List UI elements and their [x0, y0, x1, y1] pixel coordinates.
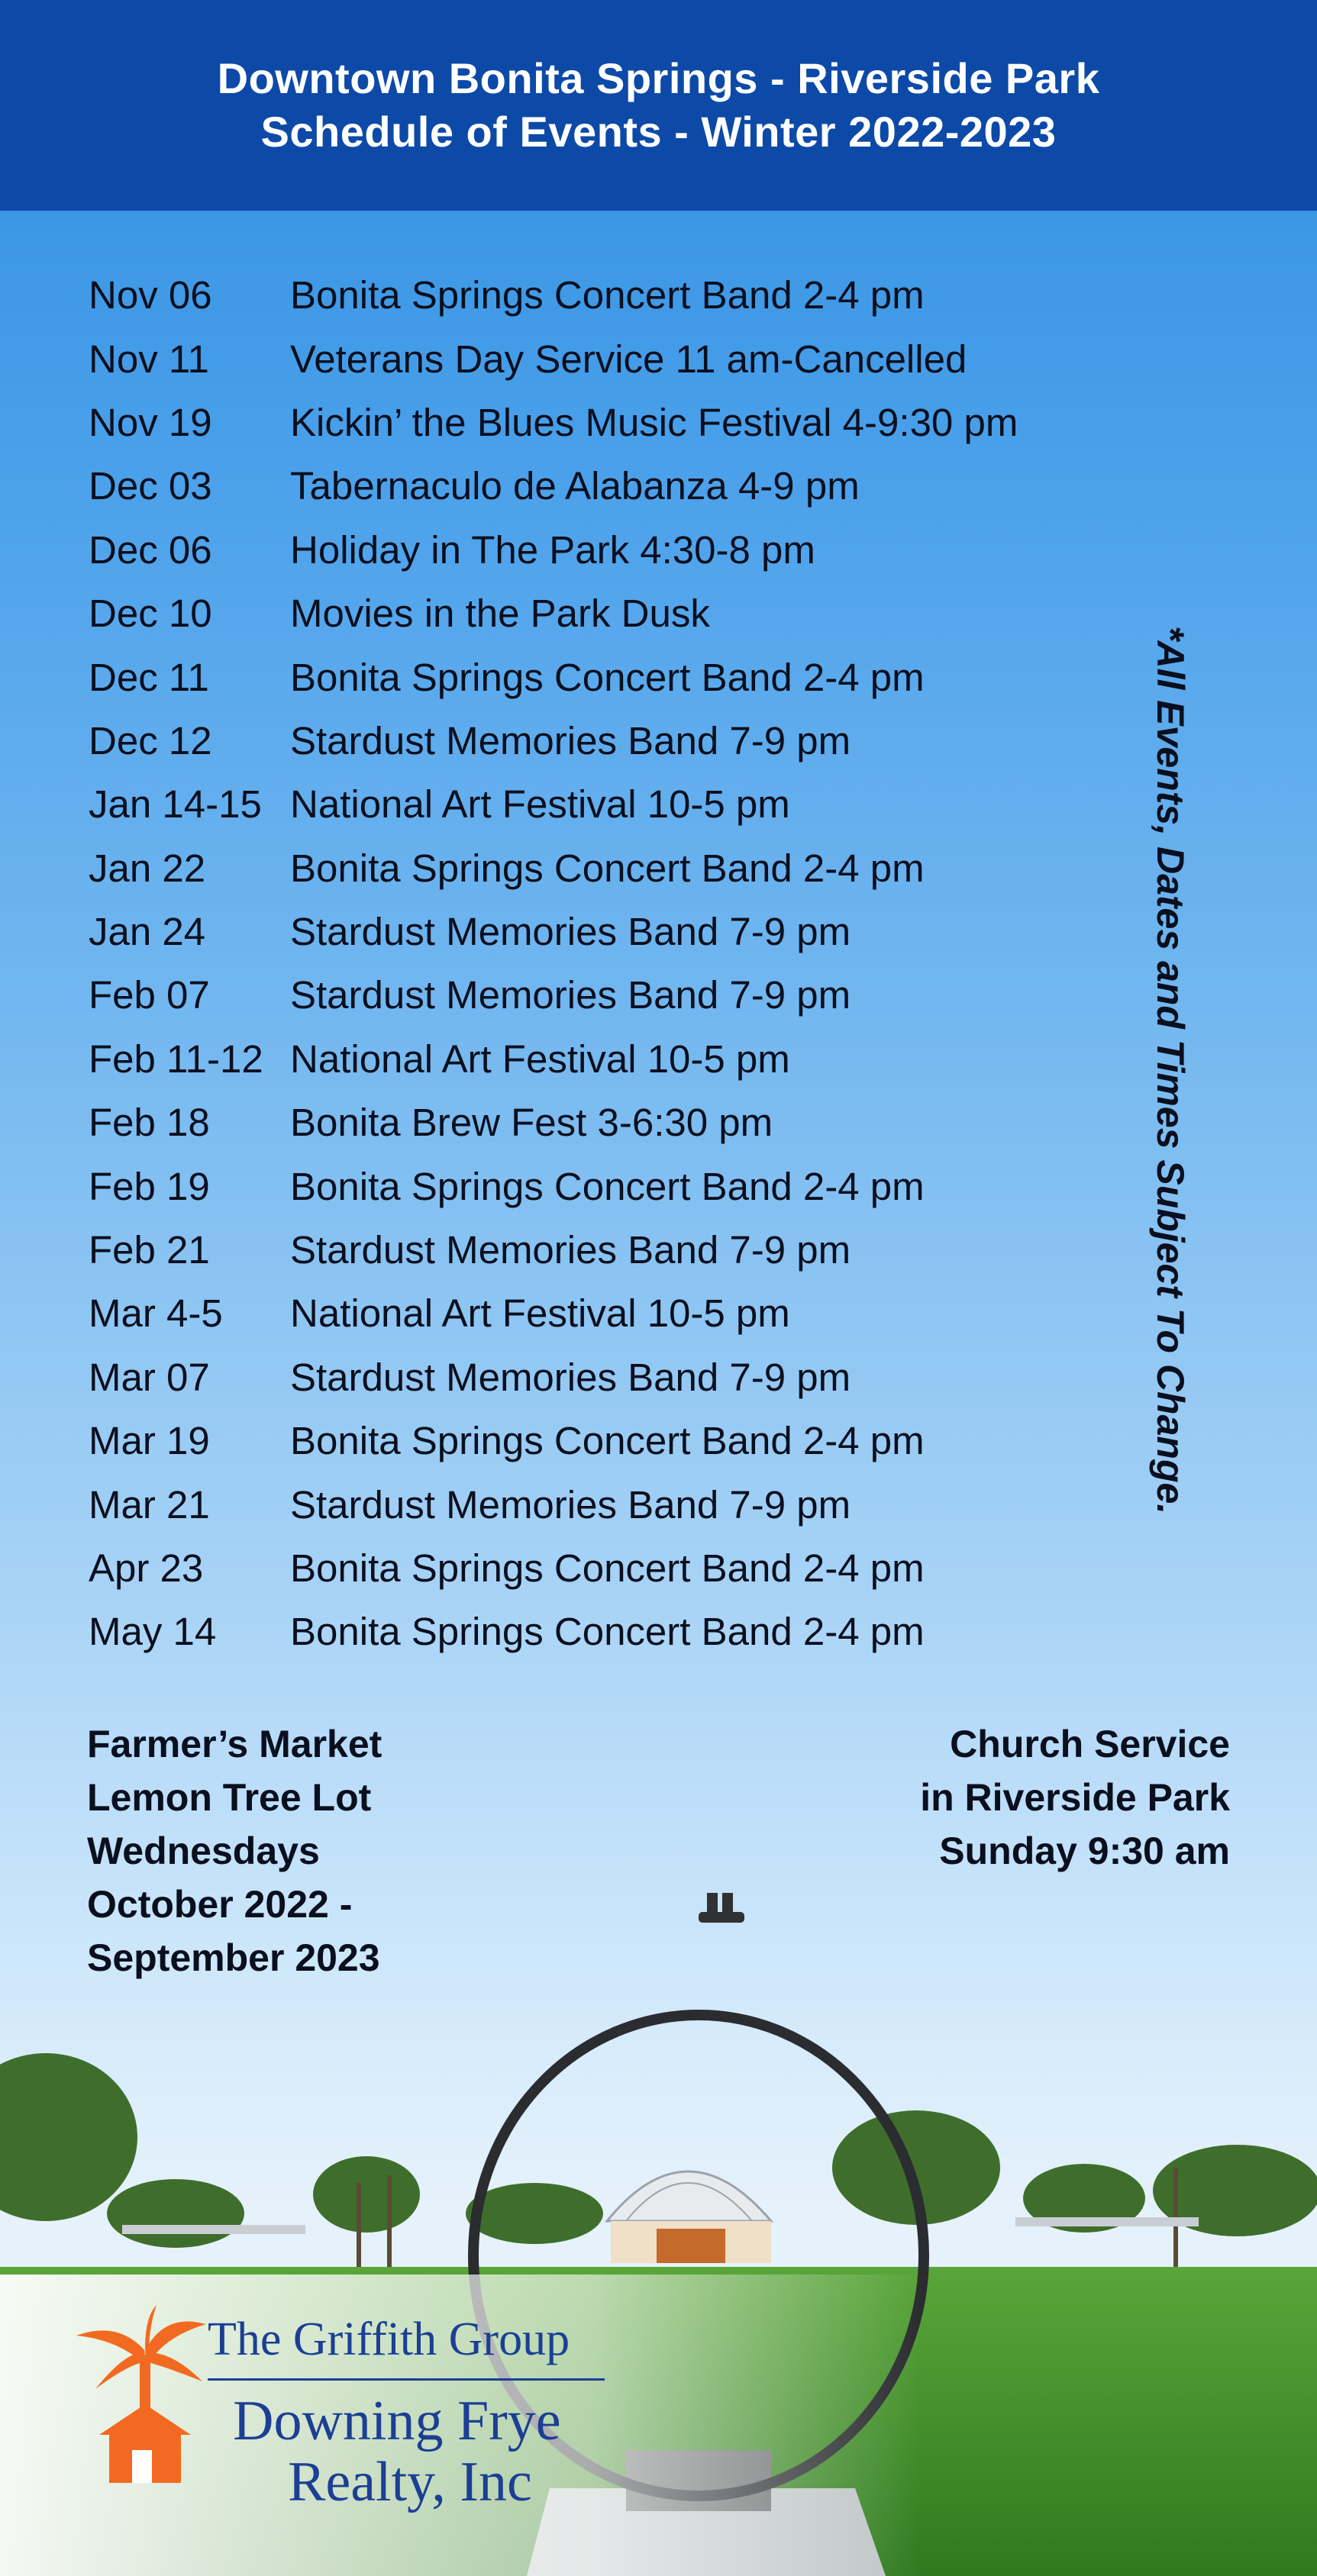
event-date: Mar 07	[89, 1355, 210, 1399]
event-name: Stardust Memories Band 7-9 pm	[290, 910, 851, 954]
event-name: Stardust Memories Band 7-9 pm	[290, 973, 851, 1017]
event-name: Stardust Memories Band 7-9 pm	[290, 1355, 851, 1399]
event-date: Nov 06	[89, 273, 212, 318]
event-name: National Art Festival 10-5 pm	[290, 1037, 790, 1081]
event-name: Bonita Springs Concert Band 2-4 pm	[290, 273, 925, 318]
event-date: Dec 11	[89, 655, 209, 699]
farmers-market-line: September 2023	[87, 1936, 380, 1979]
event-row	[89, 1154, 1018, 1217]
event-name: Bonita Springs Concert Band 2-4 pm	[290, 846, 925, 890]
event-row	[89, 582, 1018, 645]
event-name: Stardust Memories Band 7-9 pm	[290, 1482, 851, 1527]
church-service-line: Sunday 9:30 am	[939, 1830, 1230, 1872]
event-date: Dec 12	[89, 718, 212, 762]
logo-divider	[208, 2378, 605, 2381]
event-row	[89, 772, 1018, 836]
event-date: Feb 07	[89, 973, 210, 1017]
event-name: Bonita Springs Concert Band 2-4 pm	[290, 655, 925, 699]
event-date: Feb 19	[89, 1164, 210, 1208]
event-row	[89, 391, 1018, 454]
event-row	[89, 1282, 1018, 1345]
event-date: Dec 03	[89, 464, 212, 508]
logo-group-name: The Griffith Group	[208, 2313, 570, 2365]
logo-company-line2: Realty, Inc	[288, 2451, 532, 2513]
event-row	[89, 837, 1018, 900]
event-row	[89, 1346, 1018, 1409]
event-date: Dec 10	[89, 592, 212, 636]
header-title-line2: Schedule of Events - Winter 2022-2023	[260, 108, 1057, 156]
header-title-line1: Downtown Bonita Springs - Riverside Park	[217, 54, 1100, 102]
event-date: Dec 06	[89, 527, 212, 572]
event-date: May 14	[89, 1610, 217, 1654]
logo-company-line1: Downing Frye	[233, 2390, 561, 2452]
event-date: Mar 19	[89, 1419, 210, 1463]
event-row	[89, 963, 1018, 1027]
event-row	[89, 1091, 1018, 1154]
event-date: Jan 14-15	[89, 782, 262, 827]
event-date: Mar 21	[89, 1482, 210, 1527]
event-row	[89, 709, 1018, 772]
church-service-line: Church Service	[950, 1723, 1230, 1765]
farmers-market-line: October 2022 -	[87, 1883, 353, 1926]
band-shell-pavilion	[607, 2171, 771, 2263]
event-row	[89, 1027, 1018, 1091]
event-row	[89, 327, 1018, 390]
event-name: Bonita Springs Concert Band 2-4 pm	[290, 1546, 925, 1590]
event-date: Jan 24	[89, 910, 206, 954]
event-row	[89, 900, 1018, 963]
event-name: Stardust Memories Band 7-9 pm	[290, 1228, 851, 1272]
event-name: Tabernaculo de Alabanza 4-9 pm	[290, 464, 860, 508]
event-name: National Art Festival 10-5 pm	[290, 1291, 790, 1336]
event-date: Nov 11	[89, 337, 209, 381]
event-row	[89, 645, 1018, 708]
event-row	[89, 518, 1018, 582]
event-name: Movies in the Park Dusk	[290, 592, 710, 636]
event-row	[89, 1536, 1018, 1600]
event-row	[89, 1600, 1018, 1663]
event-date: Feb 21	[89, 1228, 210, 1272]
event-date: Mar 4-5	[89, 1291, 223, 1336]
event-name: National Art Festival 10-5 pm	[290, 782, 790, 827]
event-row	[89, 1409, 1018, 1472]
event-name: Bonita Springs Concert Band 2-4 pm	[290, 1610, 925, 1654]
event-name: Holiday in The Park 4:30-8 pm	[290, 527, 815, 572]
farmers-market-line: Wednesdays	[87, 1830, 320, 1872]
event-name: Bonita Springs Concert Band 2-4 pm	[290, 1164, 925, 1208]
event-date: Feb 11-12	[89, 1037, 263, 1081]
header-banner	[0, 0, 1317, 211]
church-service-info	[920, 1717, 1230, 1878]
event-name: Bonita Springs Concert Band 2-4 pm	[290, 1419, 925, 1463]
event-row	[89, 263, 1018, 327]
farmers-market-line: Farmer’s Market	[87, 1723, 383, 1765]
event-date: Nov 19	[89, 400, 212, 444]
event-schedule-list	[89, 263, 1018, 1664]
event-name: Kickin’ the Blues Music Festival 4-9:30 pm	[290, 400, 1018, 444]
event-row	[89, 1218, 1018, 1282]
event-name: Bonita Brew Fest 3-6:30 pm	[290, 1101, 773, 1145]
company-logo	[73, 2297, 622, 2557]
farmers-market-line: Lemon Tree Lot	[87, 1776, 372, 1819]
walking-figure-sculpture	[699, 1893, 744, 1923]
disclaimer-note: *All Events, Dates and Times Subject To Change.	[1149, 626, 1192, 1515]
event-row	[89, 454, 1018, 517]
palm-house-icon	[73, 2305, 218, 2488]
event-name: Veterans Day Service 11 am-Cancelled	[290, 337, 967, 381]
event-date: Jan 22	[89, 846, 206, 890]
event-name: Stardust Memories Band 7-9 pm	[290, 718, 851, 762]
event-date: Feb 18	[89, 1101, 210, 1145]
event-date: Apr 23	[89, 1546, 204, 1590]
church-service-line: in Riverside Park	[920, 1776, 1230, 1819]
event-row	[89, 1472, 1018, 1536]
